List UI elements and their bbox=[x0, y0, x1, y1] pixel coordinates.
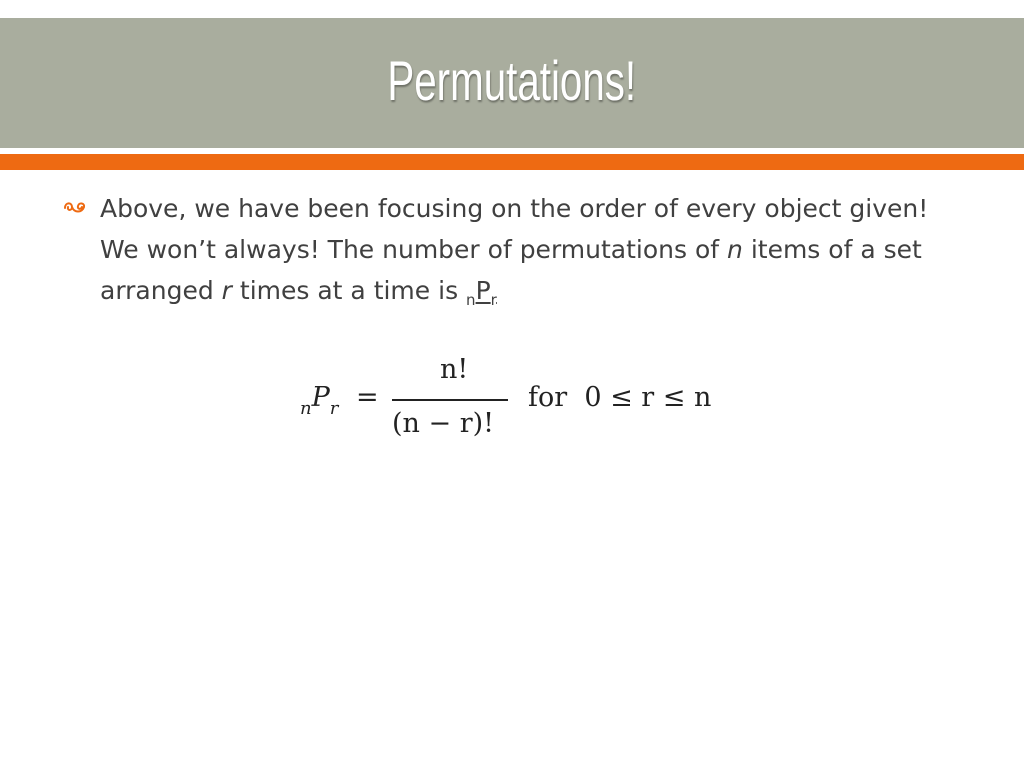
formula-lhs-main: P bbox=[311, 382, 330, 413]
bullet-item bbox=[100, 188, 962, 321]
accent-strip bbox=[0, 154, 1024, 170]
fraction-bar bbox=[392, 399, 508, 401]
notation-p: P bbox=[475, 276, 491, 305]
formula-lhs-pre: n bbox=[300, 398, 312, 419]
condition-expression: 0 ≤ r ≤ n bbox=[584, 382, 712, 413]
formula-lhs bbox=[300, 382, 338, 419]
slide-title: Permutations! bbox=[387, 48, 637, 112]
formula-condition bbox=[528, 382, 711, 413]
orange-swirl-bullet-icon bbox=[62, 196, 88, 218]
notation-sub-r: r bbox=[490, 291, 497, 309]
bullet-text-part: times at a time is bbox=[231, 276, 467, 305]
title-bar bbox=[0, 18, 1024, 148]
formula-numerator: n! bbox=[440, 354, 469, 385]
variable-n: n bbox=[727, 235, 743, 264]
bullet-list bbox=[62, 188, 962, 321]
formula-equals: = bbox=[356, 382, 379, 413]
notation-sub-n: n bbox=[466, 291, 476, 309]
formula-denominator: (n − r)! bbox=[392, 408, 495, 439]
condition-word: for bbox=[528, 382, 568, 413]
title-divider bbox=[0, 148, 1024, 152]
formula-lhs-post: r bbox=[329, 398, 339, 419]
permutation-formula bbox=[300, 352, 760, 462]
bullet-text-part: items of a set arranged bbox=[100, 235, 922, 305]
variable-r: r bbox=[221, 276, 232, 305]
npr-notation bbox=[466, 276, 497, 309]
bullet-text-part: Above, we have been focusing on the order of every object given! We won’t always! The number of permutations of bbox=[100, 194, 929, 264]
